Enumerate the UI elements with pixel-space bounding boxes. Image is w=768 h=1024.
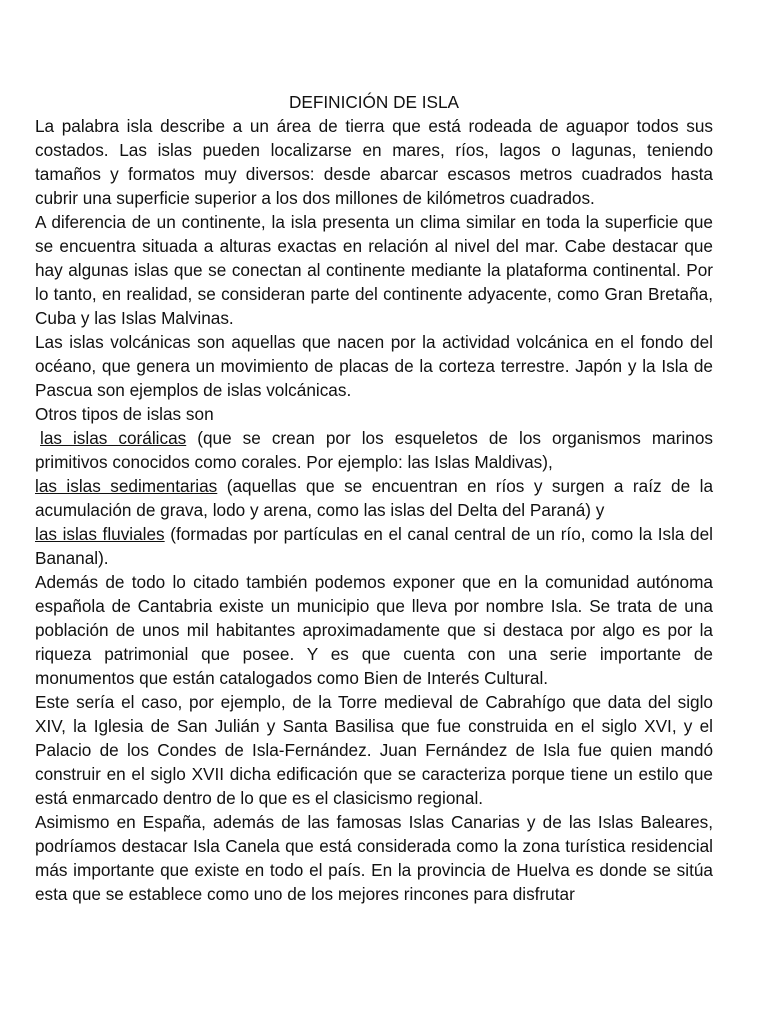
document-title: DEFINICIÓN DE ISLA [289, 92, 459, 112]
island-type-coral [35, 426, 713, 474]
island-type-sedimentary [35, 474, 713, 522]
island-type-fluvial-description: (formadas por partículas en el canal central de un río, como la Isla del Bananal). [35, 524, 713, 568]
paragraph-cantabria: Además de todo lo citado también podemos exponer que en la comunidad autónoma española de Cantabria existe un municipio que lleva por nombre Isla. Se trata de una población de unos mil habitantes aproximadamente que si destaca por algo es por la riqueza patrimonial que posee. Y es que cuenta con una serie importante de monumentos que están catalogados como Bien de Interés Cultural. [35, 572, 713, 688]
paragraph-volcanic-islands: Las islas volcánicas son aquellas que nacen por la actividad volcánica en el fondo del océano, que genera un movimiento de placas de la corteza terrestre. Japón y la Isla de Pascua son ejemplos de islas volcánicas. [35, 332, 713, 400]
island-type-fluvial-term: las islas fluviales [35, 524, 165, 544]
island-type-coral-description: (que se crean por los esqueletos de los organismos marinos primitivos conocidos como corales. Por ejemplo: las Islas Maldivas), [35, 428, 713, 472]
island-type-sedimentary-description: (aquellas que se encuentran en ríos y surgen a raíz de la acumulación de grava, lodo y arena, como las islas del Delta del Paraná) y [35, 476, 713, 520]
paragraph-continent-difference: A diferencia de un continente, la isla presenta un clima similar en toda la superficie que se encuentra situada a alturas exactas en relación al nivel del mar. Cabe destacar que hay algunas islas que se conectan al continente mediante la plataforma continental. Por lo tanto, en realidad, se consideran parte del continente adyacente, como Gran Bretaña, Cuba y las Islas Malvinas. [35, 212, 713, 328]
island-type-coral-term: las islas corálicas [40, 428, 187, 448]
document-page [35, 90, 713, 906]
paragraph-monuments: Este sería el caso, por ejemplo, de la Torre medieval de Cabrahígo que data del siglo XIV, la Iglesia de San Julián y Santa Basilisa que fue construida en el siglo XVI, y el Palacio de los Condes de Isla-Fernández. Juan Fernández de Isla fue quien mandó construir en el siglo XVII dicha edificación que se caracteriza porque tiene un estilo que está enmarcado dentro de lo que es el clasicismo regional. [35, 692, 713, 808]
paragraph-isla-canela: Asimismo en España, además de las famosas Islas Canarias y de las Islas Baleares, podríamos destacar Isla Canela que está considerada como la zona turística residencial más importante que existe en todo el país. En la provincia de Huelva es donde se sitúa esta que se establece como uno de los mejores rincones para disfrutar [35, 812, 713, 904]
island-type-sedimentary-term: las islas sedimentarias [35, 476, 218, 496]
paragraph-definition: La palabra isla describe a un área de tierra que está rodeada de aguapor todos sus costados. Las islas pueden localizarse en mares, ríos, lagos o lagunas, teniendo tamaños y formatos muy diversos: desde abarcar escasos metros cuadrados hasta cubrir una superficie superior a los dos millones de kilómetros cuadrados. [35, 116, 713, 208]
paragraph-other-types-intro: Otros tipos de islas son [35, 404, 214, 424]
island-type-fluvial [35, 522, 713, 570]
